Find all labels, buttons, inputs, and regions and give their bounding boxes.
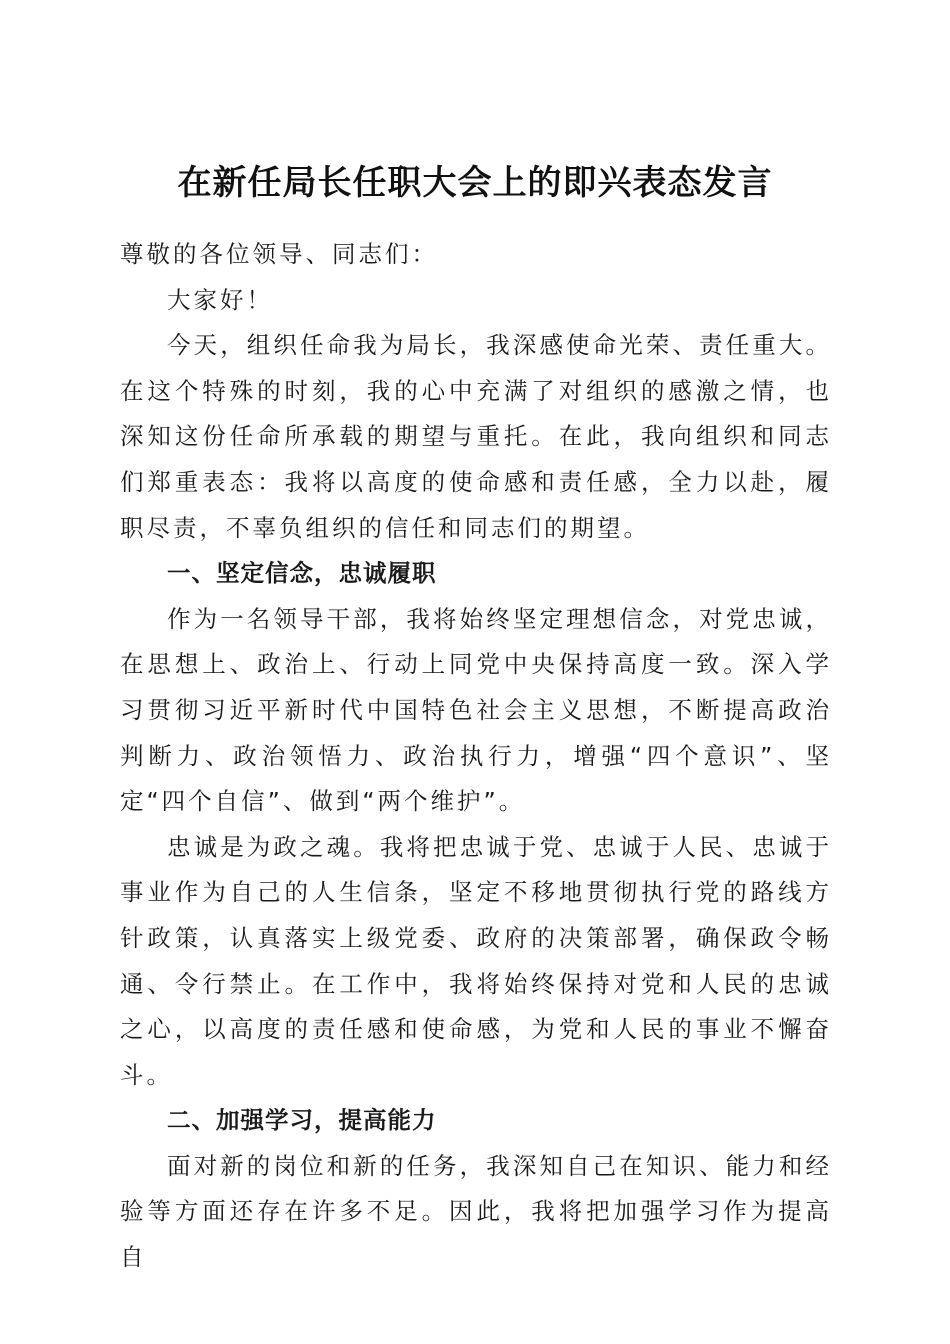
section-1-paragraph-2: 忠诚是为政之魂。我将把忠诚于党、忠诚于人民、忠诚于事业作为自己的人生信条，坚定不移地贯彻执行党的路线方针政策，认真落实上级党委、政府的决策部署，确保政令畅通、令行禁止。在工作中，我将始终保持对党和人民的忠诚之心，以高度的责任感和使命感，为党和人民的事业不懈奋斗。 <box>120 832 832 1089</box>
greeting: 大家好！ <box>167 285 273 314</box>
document-title: 在新任局长任职大会上的即兴表态发言 <box>177 162 773 203</box>
intro-paragraph: 今天，组织任命我为局长，我深感使命光荣、责任重大。在这个特殊的时刻，我的心中充满了对组织的感激之情，也深知这份任命所承载的期望与重托。在此，我向组织和同志们郑重表态：我将以高度的使命感和责任感，全力以赴，履职尽责，不辜负组织的信任和同志们的期望。 <box>120 331 832 542</box>
salutation: 尊敬的各位领导、同志们： <box>120 240 438 268</box>
section-2-paragraph-1: 面对新的岗位和新的任务，我深知自己在知识、能力和经验等方面还存在许多不足。因此，我将把加强学习作为提高自 <box>120 1151 832 1272</box>
document-body <box>120 232 832 1281</box>
section-2-heading: 二、加强学习，提高能力 <box>167 1106 437 1135</box>
section-1-paragraph-1: 作为一名领导干部，我将始终坚定理想信念，对党忠诚，在思想上、政治上、行动上同党中央保持高度一致。深入学习贯彻习近平新时代中国特色社会主义思想，不断提高政治判断力、政治领悟力、政治执行力，增强“四个意识”、坚定“四个自信”、做到“两个维护”。 <box>120 604 832 816</box>
section-1-heading: 一、坚定信念，忠诚履职 <box>167 559 437 588</box>
